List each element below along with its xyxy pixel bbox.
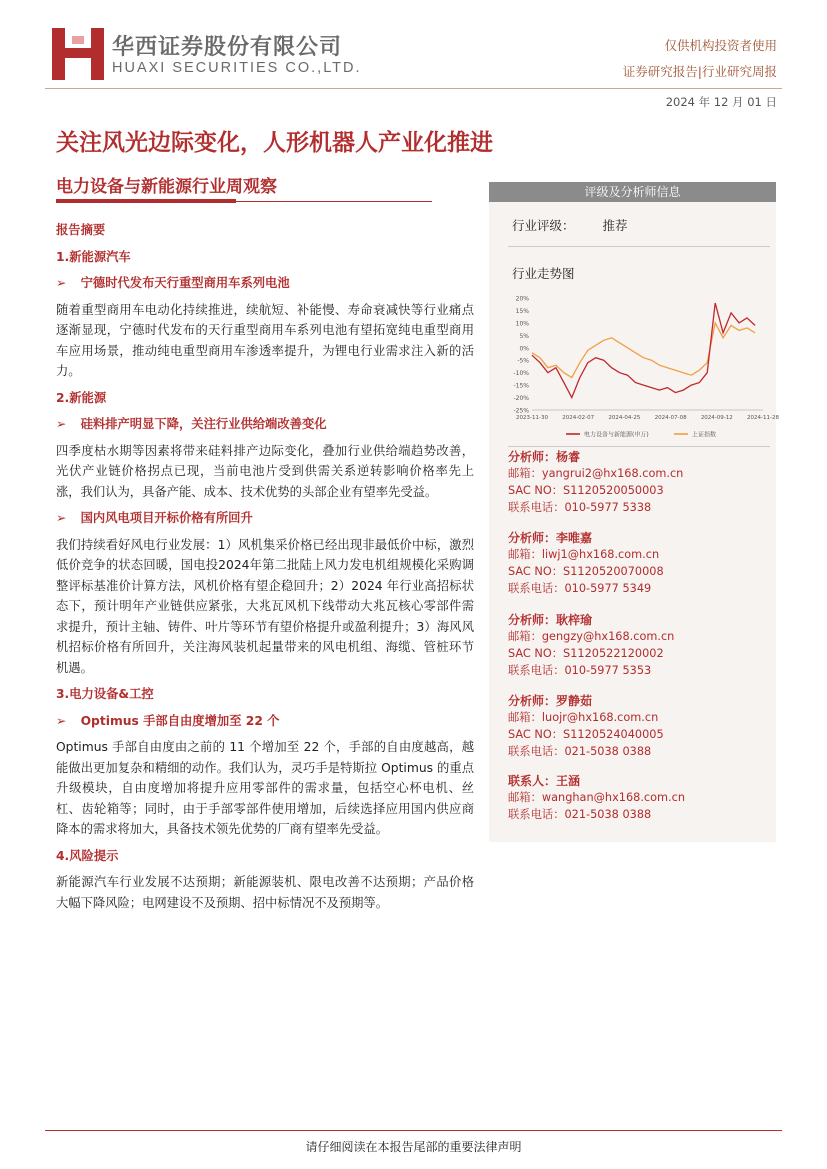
analyst-email[interactable]: 邮箱：luojr@hx168.com.cn — [508, 711, 659, 724]
report-summary — [56, 220, 474, 913]
y-tick-label: 10% — [515, 320, 529, 328]
section-ev-paragraph: 随着重型商用车电动化持续推进，续航短、补能慢、寿命衰减快等行业痛点逐渐显现，宁德时代发布的天行重型商用车系列电池有望拓宽纯电重型商用车应用场景，推动纯电重型商用车渗透率提升，为锂电行业需求注入新的活力。 — [56, 302, 474, 378]
y-tick-label: 0% — [519, 345, 529, 353]
analyst-name: 分析师：罗静茹 — [508, 694, 593, 708]
x-tick-label: 2024-07-08 — [654, 415, 687, 421]
analyst-email[interactable]: 邮箱：liwj1@hx168.com.cn — [508, 548, 660, 561]
company-name-cn: 华西证券股份有限公司 — [112, 35, 343, 60]
analyst-sac: SAC NO：S1120524040005 — [508, 728, 664, 741]
arrow-icon: ➢ — [56, 511, 71, 525]
trend-title: 行业走势图 — [512, 266, 575, 281]
y-tick-label: -20% — [513, 395, 529, 403]
section-optimus-paragraph: Optimus 手部自由度由之前的 11 个增加至 22 个，手部的自由度越高，越能做出更加复杂和精细的动作。我们认为，灵巧手是特斯拉 Optimus 的重点升级模块，自由度增加将提升应用零部件的需求量，包括空心杯电机、丝杠、齿轮箱等；同时，由于手部零部件使用增加，后续选择应用国内供应商降本的需求将加大，具备技术领先优势的厂商有望率先受益。 — [56, 740, 474, 836]
analyst-email[interactable]: 邮箱：yangrui2@hx168.com.cn — [508, 467, 684, 480]
analyst-name: 分析师：耿梓瑜 — [508, 613, 593, 627]
header-divider — [45, 88, 782, 89]
analyst-4 — [508, 692, 768, 760]
arrow-icon: ➢ — [56, 713, 71, 728]
report-category: 证券研究报告|行业研究周报 — [622, 64, 777, 79]
analyst-1 — [508, 448, 768, 516]
section-risk-heading: 4.风险提示 — [56, 848, 119, 863]
section-risk-paragraph: 新能源汽车行业发展不达预期；新能源装机、限电改善不达预期；产品价格大幅下降风险；电网建设不及预期、招中标情况不及预期等。 — [56, 875, 474, 910]
section-newenergy-heading: 2.新能源 — [56, 390, 107, 405]
series-line — [532, 303, 755, 398]
analyst-phone: 联系电话：010-5977 5338 — [508, 501, 652, 514]
section-wind-paragraph: 我们持续看好风电行业发展：1）风机集采价格已经出现非最低价中标，激烈低价竞争的状态回暖，国电投2024年第二批陆上风力发电机组规模化采购调整评标基准价计算方法，风机价格有望企稳回升；2）2024 年行业高招标状态下，预计明年产业链供应紧张，大兆瓦风机下线带动大兆瓦核心零部件需求提升，预计主轴、铸件、叶片等环节有望价格提升或盈利提升；3）海风风机招标价格有所回升，关注海风装机起量带来的风电机组、海缆、管桩环节机遇。 — [56, 537, 474, 675]
analyst-sac: SAC NO：S1120522120002 — [508, 647, 664, 660]
section-silicon-subheading: ➢ 硅料排产明显下降，关注行业供给端改善变化 — [56, 417, 327, 431]
contact-person — [508, 772, 768, 823]
analyst-phone: 联系电话：010-5977 5353 — [508, 664, 652, 677]
sidebar-heading: 评级及分析师信息 — [489, 182, 776, 202]
section-wind-subheading: ➢ 国内风电项目开标价格有所回升 — [56, 511, 253, 525]
analyst-name: 分析师：李唯嘉 — [508, 531, 593, 545]
y-tick-label: -25% — [513, 407, 529, 415]
rating-label: 行业评级： — [512, 218, 575, 233]
y-tick-label: 20% — [515, 295, 529, 303]
y-tick-label: -15% — [513, 382, 529, 390]
analyst-sac: SAC NO：S1120520050003 — [508, 484, 664, 497]
summary-heading: 报告摘要 — [56, 223, 106, 237]
company-logo — [52, 28, 104, 80]
contact-name: 联系人：王涵 — [508, 774, 581, 788]
page-subtitle: 电力设备与新能源行业周观察 — [56, 177, 277, 197]
legend-label: 电力设备与新能源(申万) — [584, 431, 649, 439]
section-optimus-subheading: ➢ Optimus 手部自由度增加至 22 个 — [56, 713, 280, 728]
series-line — [532, 323, 755, 378]
arrow-icon: ➢ — [56, 417, 71, 431]
analyst-email[interactable]: 邮箱：gengzy@hx168.com.cn — [508, 630, 675, 643]
x-tick-label: 2024-04-25 — [608, 415, 641, 421]
subtitle-underline-thin — [236, 201, 432, 202]
industry-rating — [512, 216, 628, 234]
contact-phone: 联系电话：021-5038 0388 — [508, 808, 652, 821]
rating-divider — [508, 246, 770, 247]
x-tick-label: 2024-11-28 — [747, 415, 779, 421]
legend-label: 上证指数 — [692, 431, 717, 439]
trend-chart — [508, 292, 779, 442]
rating-value: 推荐 — [602, 218, 628, 233]
audience-note: 仅供机构投资者使用 — [664, 38, 777, 53]
footer-disclaimer: 请仔细阅读在本报告尾部的重要法律声明 — [305, 1140, 522, 1154]
y-tick-label: 15% — [515, 307, 529, 315]
company-name-en: HUAXI SECURITIES CO.,LTD. — [112, 60, 362, 76]
page-title: 关注风光边际变化，人形机器人产业化推进 — [56, 130, 493, 156]
analyst-phone: 联系电话：010-5977 5349 — [508, 582, 652, 595]
chart-divider — [508, 446, 770, 447]
x-tick-label: 2023-11-30 — [516, 415, 548, 421]
subtitle-underline — [56, 199, 236, 203]
section-equipment-heading: 3.电力设备&工控 — [56, 687, 154, 701]
analyst-name: 分析师：杨睿 — [508, 450, 581, 464]
contact-email[interactable]: 邮箱：wanghan@hx168.com.cn — [508, 791, 686, 804]
y-tick-label: -5% — [517, 357, 529, 365]
analyst-sac: SAC NO：S1120520070008 — [508, 565, 664, 578]
y-tick-label: 5% — [519, 332, 529, 340]
analyst-phone: 联系电话：021-5038 0388 — [508, 745, 652, 758]
x-tick-label: 2024-02-07 — [562, 415, 595, 421]
section-ev-heading: 1.新能源汽车 — [56, 249, 131, 264]
y-tick-label: -10% — [513, 370, 529, 378]
arrow-icon: ➢ — [56, 276, 71, 290]
section-silicon-paragraph: 四季度枯水期等因素将带来硅料排产边际变化，叠加行业供给端趋势改善，光伏产业链价格拐点已现，当前电池片受到供需关系逆转影响价格率先上涨，我们认为，具备产能、成本、技术优势的头部企业有望率先受益。 — [56, 443, 474, 499]
x-tick-label: 2024-09-12 — [700, 415, 733, 421]
report-date: 2024 年 12 月 01 日 — [665, 95, 777, 109]
section-ev-subheading: ➢ 宁德时代发布天行重型商用车系列电池 — [56, 276, 290, 290]
analyst-3 — [508, 611, 768, 679]
analyst-2 — [508, 529, 768, 597]
footer-divider — [45, 1130, 782, 1131]
